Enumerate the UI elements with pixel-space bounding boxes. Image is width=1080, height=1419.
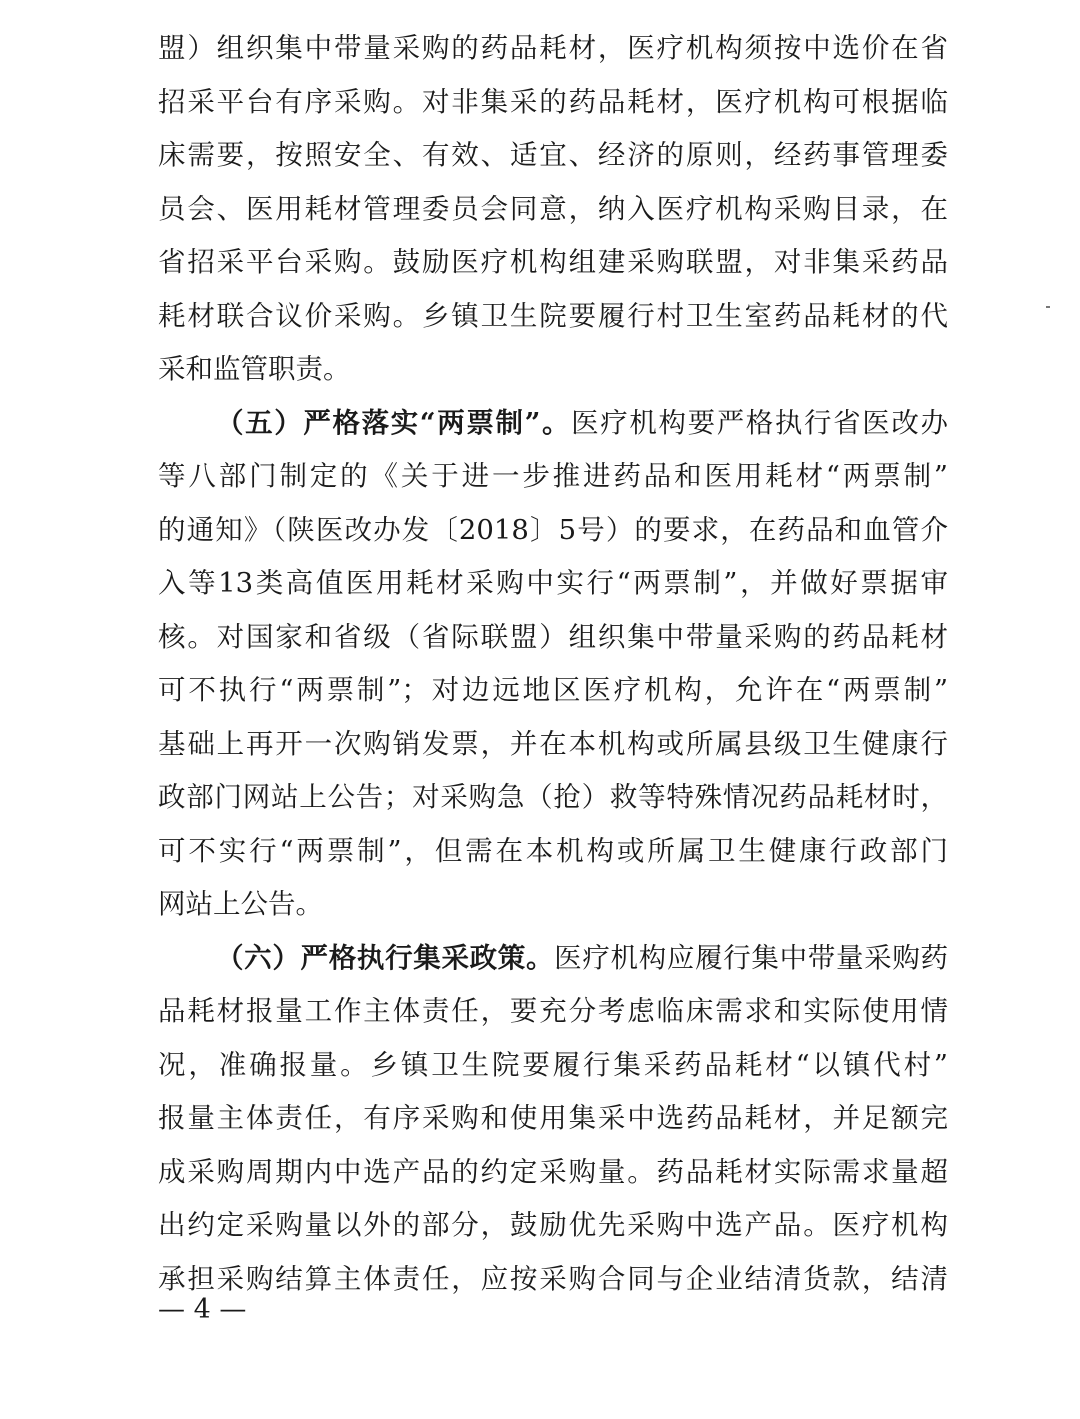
text-line: 的通知》（陕医改办发〔2018〕5号）的要求，在药品和血管介 — [158, 513, 948, 546]
text-line: 况，准确报量。乡镇卫生院要履行集采药品耗材“以镇代村” — [158, 1048, 948, 1081]
text-line: 员会、医用耗材管理委员会同意，纳入医疗机构采购目录，在 — [158, 192, 948, 225]
text-line: 床需要，按照安全、有效、适宜、经济的原则，经药事管理委 — [158, 139, 948, 171]
text-line: 网站上公告。 — [158, 888, 323, 920]
text-line: 省招采平台采购。鼓励医疗机构组建采购联盟，对非集采药品 — [158, 246, 948, 278]
text-line: 政部门网站上公告；对采购急（抢）救等特殊情况药品耗材时， — [158, 781, 948, 813]
section-6-first-rest: 医疗机构应履行集中带量采购药 — [554, 941, 949, 974]
section-5-first-rest: 医疗机构要严格执行省医改办 — [571, 406, 948, 439]
text-line: 盟）组织集中带量采购的药品耗材，医疗机构须按中选价在省 — [158, 32, 948, 64]
text-line: 出约定采购量以外的部分，鼓励优先采购中选产品。医疗机构 — [158, 1209, 948, 1241]
section-6-heading: （六）严格执行集采政策。 — [216, 941, 555, 974]
scan-speck — [1046, 306, 1050, 308]
text-line: 品耗材报量工作主体责任，要充分考虑临床需求和实际使用情 — [158, 995, 948, 1027]
text-line: 可不执行“两票制”；对边远地区医疗机构，允许在“两票制” — [158, 674, 948, 706]
text-line: 招采平台有序采购。对非集采的药品耗材，医疗机构可根据临 — [158, 85, 948, 118]
text-line: 等八部门制定的《关于进一步推进药品和医用耗材“两票制” — [158, 460, 948, 492]
text-line: 入等13类高值医用耗材采购中实行“两票制”，并做好票据审 — [158, 567, 948, 599]
text-line: 报量主体责任，有序采购和使用集采中选药品耗材，并足额完 — [158, 1102, 948, 1134]
text-line: 承担采购结算主体责任，应按采购合同与企业结清货款，结清 — [158, 1262, 948, 1295]
text-line: 可不实行“两票制”，但需在本机构或所属卫生健康行政部门 — [158, 834, 948, 867]
section-5-heading: （五）严格落实“两票制”。 — [216, 406, 572, 439]
text-line: 耗材联合议价采购。乡镇卫生院要履行村卫生室药品耗材的代 — [158, 299, 948, 332]
text-line: 基础上再开一次购销发票，并在本机构或所属县级卫生健康行 — [158, 727, 948, 760]
body-text — [158, 22, 948, 1306]
section-5-first-line — [158, 397, 948, 451]
section-6-first-line — [158, 932, 948, 986]
text-line: 核。对国家和省级（省际联盟）组织集中带量采购的药品耗材 — [158, 620, 948, 653]
text-line: 成采购周期内中选产品的约定采购量。药品耗材实际需求量超 — [158, 1155, 948, 1188]
page-number: — 4 — — [158, 1294, 247, 1325]
text-line: 采和监管职责。 — [158, 353, 351, 385]
